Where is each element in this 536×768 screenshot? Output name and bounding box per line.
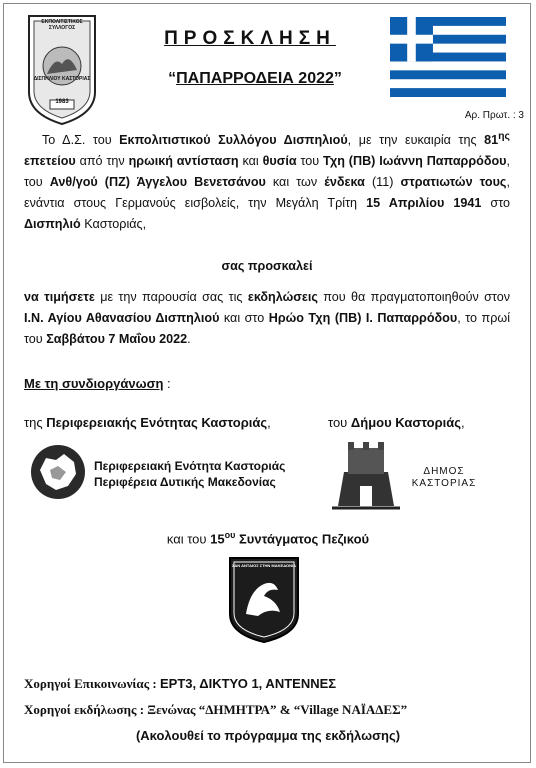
intro-text: (11) [364,175,401,190]
event-sponsors: Χορηγοί εκδήλωσης : Ξενώνας “ΔΗΜΗΤΡΑ” & “Village ΝΑΪΑΔΕΣ” [24,702,408,717]
intro-text: του [296,154,324,169]
page-title: ΠΡΟΣΚΛΗΣΗ [164,28,336,49]
anniversary-value: 81 [484,133,499,148]
seal-year: 1983 [55,99,69,105]
comm-sponsors [24,676,336,692]
seal-bottom-text: ΔΙΣΠΗΛΙΟΥ ΚΑΣΤΟΡΙΑΣ [33,76,91,82]
intro-paragraph [24,126,510,235]
municipality-logo-line2: ΚΑΣΤΟΡΙΑΣ [411,478,477,489]
regiment-suffix: ου [224,530,236,540]
invites-line: σας προσκαλεί [221,259,313,273]
regiment-badge-text: ΣΑΝ ΑΝΤΑΙΟΣ ΣΤΗΝ ΜΑΚΕΔΟΝΙΑ [232,563,296,568]
greek-flag [390,17,506,97]
comm-sponsors-value: ΕΡΤ3, ΔΙΚΤΥΟ 1, ΑΝΤΕΝΝΕΣ [160,676,337,691]
municipality-suffix: , [461,415,465,430]
region-logo-icon [30,444,86,500]
cosponsor-label: Με τη συνδιοργάνωση [24,376,164,391]
regiment-credit [0,530,536,546]
event-title-text: ΠΑΠΑΡΡΟΔΕΙΑ 2022 [176,70,334,87]
church-name: Ι.Ν. Αγίου Αθανασίου Δισπηλιού [24,311,220,325]
municipality-prefix: του [328,415,351,430]
honor-text: . [187,332,191,346]
intro-text: από την [75,154,129,169]
heroic-resistance: ηρωική αντίσταση [128,154,239,169]
battle-date: 15 Απριλίου 1941 [366,196,482,211]
intro-text: , με την ευκαιρία της [347,133,485,148]
events-word: εκδηλώσεις [247,290,318,304]
municipality-logo-line1: ΔΗΜΟΣ [423,466,465,477]
intro-text: , ενάντια στους Γερμανούς εισβολείς, την Μεγάλη Τρίτη [24,175,510,211]
regiment-badge-icon [228,556,300,644]
region-logo-line1: Περιφερειακή Ενότητα Καστοριάς [94,459,286,473]
region-suffix: , [267,415,271,430]
cosponsor-colon: : [163,376,171,391]
anniversary-suffix: ης [498,130,510,142]
seal-top-text: ΕΚΠΟΛΙΤΙΣΤΙΚΟΣ ΣΥΛΛΟΓΟΣ [41,19,83,31]
eleven: ένδεκα [324,175,365,190]
association-name: Εκπολιτιστικού Συλλόγου Δισπηλιού [119,133,348,148]
castle-icon [330,436,402,512]
cosponsor-heading [24,376,171,391]
honor-lead: να τιμήσετε [24,290,95,304]
regiment-prefix: και του [166,531,211,547]
honor-text: με την παρουσία σας τις [94,290,248,304]
regiment-number: 15 [210,531,225,547]
honor-text: , το πρωί του [24,311,510,346]
sacrifice: θυσία [262,154,297,169]
region-name: Περιφερειακής Ενότητας Καστοριάς [46,415,268,430]
intro-text: Το Δ.Σ. του [42,133,120,148]
memorial-name: Ηρώο Τχη (ΠΒ) Ι. Παπαρρόδου [268,311,458,325]
anniversary-word: επετείου [24,154,76,169]
honor-text: που θα πραγματοποιηθούν στον [317,290,511,304]
soldiers: στρατιωτών τους [400,175,507,190]
honor-text: και στο [219,311,269,325]
municipality-credit [328,415,465,430]
intro-text: στο [481,196,510,211]
municipality-logo-text [404,466,484,490]
intro-text: και [238,154,263,169]
comm-sponsors-label: Χορηγοί Επικοινωνίας : [24,676,161,691]
event-title: “ΠΑΠΑΡΡΟΔΕΙΑ 2022” [168,70,342,87]
honor-paragraph [24,287,510,350]
lieutenant-name: Ανθ/γού (ΠΖ) Άγγελου Βενετσάνου [49,175,266,190]
event-date: Σαββάτου 7 Μαΐου 2022 [46,332,188,346]
municipality-name: Δήμου Καστοριάς [350,415,462,430]
intro-text: και των [265,175,325,190]
program-note: (Ακολουθεί το πρόγραμμα της εκδήλωσης) [135,728,401,743]
regiment-name: Συντάγματος Πεζικού [235,531,370,547]
region-credit [24,415,271,430]
intro-text: Καστοριάς, [80,217,147,232]
anniversary-number [484,130,510,148]
region-logo-line2: Περιφέρεια Δυτικής Μακεδονίας [94,475,276,489]
village-name: Δισπηλιό [24,217,81,232]
region-prefix: της [24,415,47,430]
protocol-number: Αρ. Πρωτ. : 3 [464,110,524,121]
captain-name: Τχη (ΠΒ) Ιωάννη Παπαρρόδου [323,154,507,169]
intro-text: , του [24,154,510,190]
